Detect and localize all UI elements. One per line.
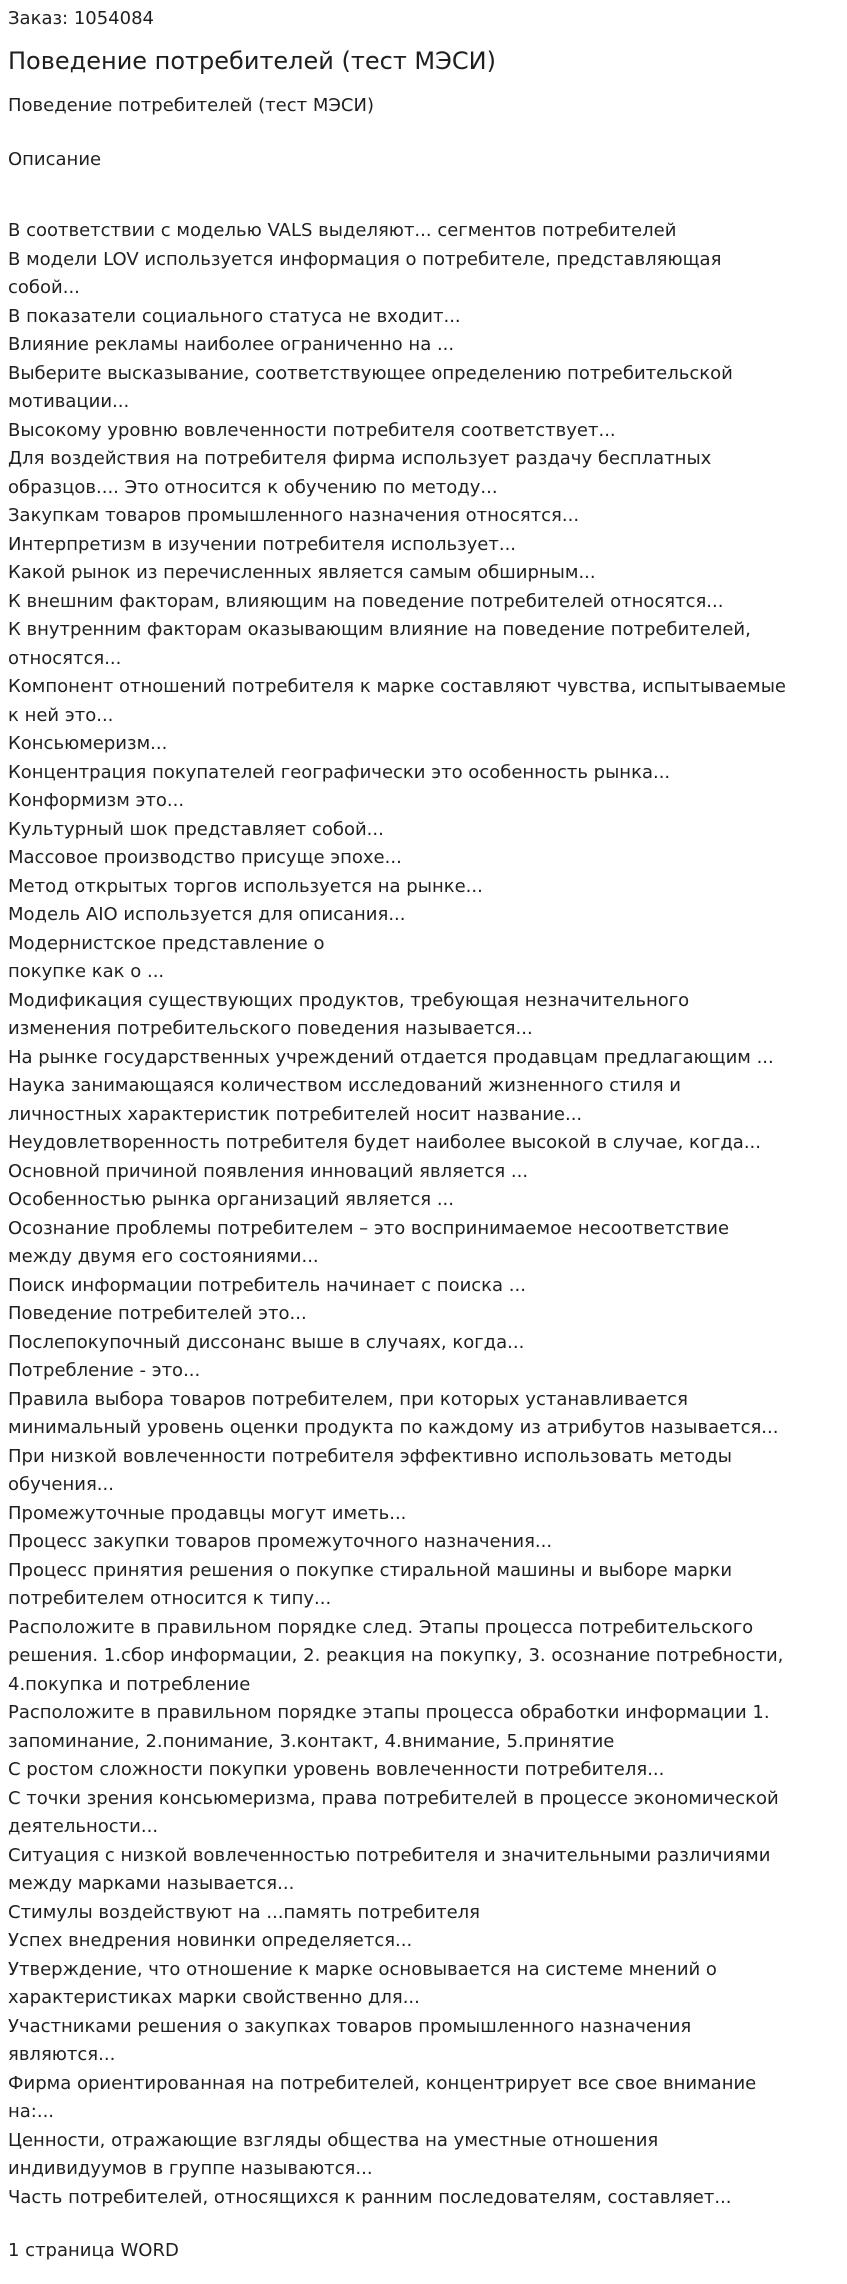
question-item bbox=[8, 873, 840, 902]
question-item bbox=[8, 502, 840, 531]
question-line: Стимулы воздействуют на ...память потребителя bbox=[8, 1901, 480, 1923]
question-line: Послепокупочный диссонанс выше в случаях, когда... bbox=[8, 1331, 525, 1353]
question-line: между марками называется... bbox=[8, 1873, 295, 1894]
question-line: К внешним факторам, влияющим на поведение потребителей относятся... bbox=[8, 590, 724, 612]
question-item bbox=[8, 531, 840, 560]
question-line: Промежуточные продавцы могут иметь... bbox=[8, 1502, 407, 1524]
question-line: Наука занимающаяся количеством исследований жизненного стиля и bbox=[8, 1075, 681, 1096]
question-item bbox=[8, 2013, 840, 2070]
question-line: запоминание, 2.понимание, 3.контакт, 4.внимание, 5.принятие bbox=[8, 1730, 615, 1752]
question-line: К внутренним факторам оказывающим влияние на поведение потребителей, bbox=[8, 619, 751, 640]
question-item bbox=[8, 1699, 840, 1756]
question-item bbox=[8, 1044, 840, 1073]
question-line: Для воздействия на потребителя фирма использует раздачу бесплатных bbox=[8, 448, 712, 469]
question-line: Компонент отношений потребителя к марке составляют чувства, испытываемые bbox=[8, 676, 786, 697]
question-item bbox=[8, 1129, 840, 1158]
question-item bbox=[8, 1500, 840, 1529]
page-subtitle: Поведение потребителей (тест МЭСИ) bbox=[8, 95, 374, 116]
question-item bbox=[8, 730, 840, 759]
question-item bbox=[8, 2127, 840, 2184]
question-line: Модель AIO используется для описания... bbox=[8, 904, 406, 925]
question-item bbox=[8, 1785, 840, 1842]
question-line: Расположите в правильном порядке этапы процесса обработки информации 1. bbox=[8, 1702, 770, 1723]
question-line: Концентрация покупателей географически это особенность рынка... bbox=[8, 761, 671, 783]
question-line: Неудовлетворенность потребителя будет наиболее высокой в случае, когда... bbox=[8, 1132, 762, 1153]
question-line: Конформизм это... bbox=[8, 790, 185, 811]
question-line: С ростом сложности покупки уровень вовлеченности потребителя... bbox=[8, 1759, 665, 1780]
question-item bbox=[8, 1300, 840, 1329]
question-line: обучения... bbox=[8, 1474, 114, 1495]
question-line: Интерпретизм в изучении потребителя использует... bbox=[8, 533, 517, 555]
question-line: относятся... bbox=[8, 647, 122, 669]
question-item bbox=[8, 1899, 840, 1928]
question-line: Расположите в правильном порядке след. Этапы процесса потребительского bbox=[8, 1616, 754, 1638]
question-item bbox=[8, 1186, 840, 1215]
question-line: деятельности... bbox=[8, 1816, 159, 1837]
question-line: Метод открытых торгов используется на рынке... bbox=[8, 875, 483, 897]
question-item bbox=[8, 1158, 840, 1187]
question-line: Успех внедрения новинки определяется... bbox=[8, 1930, 413, 1951]
question-item bbox=[8, 1528, 840, 1557]
question-line: Консьюмеризм... bbox=[8, 733, 168, 754]
question-item bbox=[8, 2184, 840, 2213]
question-line: характеристиках марки свойственно для... bbox=[8, 1987, 420, 2008]
question-item bbox=[8, 759, 840, 788]
question-item bbox=[8, 1557, 840, 1614]
question-line: Поиск информации потребитель начинает с поиска ... bbox=[8, 1274, 526, 1296]
question-line: Выберите высказывание, соответствующее определению потребительской bbox=[8, 362, 733, 384]
question-line: Потребление - это... bbox=[8, 1360, 201, 1381]
question-item bbox=[8, 1072, 840, 1129]
question-line: Участниками решения о закупках товаров промышленного назначения bbox=[8, 2015, 692, 2037]
question-line: Фирма ориентированная на потребителей, концентрирует все свое внимание bbox=[8, 2072, 757, 2094]
question-line: минимальный уровень оценки продукта по каждому из атрибутов называется... bbox=[8, 1417, 779, 1438]
question-line: Основной причиной появления инноваций является ... bbox=[8, 1160, 529, 1182]
question-line: Ситуация с низкой вовлеченностью потребителя и значительными различиями bbox=[8, 1844, 771, 1866]
question-line: изменения потребительского поведения называется... bbox=[8, 1018, 533, 1039]
question-line: Влияние рекламы наиболее ограниченно на ... bbox=[8, 334, 455, 355]
question-item bbox=[8, 1443, 840, 1500]
question-line: потребителем относится к типу... bbox=[8, 1588, 332, 1609]
question-item bbox=[8, 1842, 840, 1899]
page-count-footer: 1 страница WORD bbox=[8, 2240, 179, 2261]
question-item bbox=[8, 1756, 840, 1785]
question-item bbox=[8, 930, 840, 987]
question-line: личностных характеристик потребителей носит название... bbox=[8, 1103, 583, 1125]
question-list bbox=[8, 217, 840, 2212]
page-title: Поведение потребителей (тест МЭСИ) bbox=[8, 47, 496, 75]
question-line: мотивации... bbox=[8, 391, 130, 412]
question-line: являются... bbox=[8, 2044, 116, 2065]
question-line: В соответствии с моделью VALS выделяют... сегментов потребителей bbox=[8, 220, 677, 241]
question-line: Модификация существующих продуктов, требующая незначительного bbox=[8, 989, 690, 1011]
question-item bbox=[8, 1386, 840, 1443]
question-line: В модели LOV используется информация о потребителе, представляющая bbox=[8, 248, 722, 270]
question-item bbox=[8, 787, 840, 816]
question-line: на:... bbox=[8, 2101, 55, 2122]
question-line: Утверждение, что отношение к марке основывается на системе мнений о bbox=[8, 1958, 717, 1980]
question-item bbox=[8, 1927, 840, 1956]
question-line: Культурный шок представляет собой... bbox=[8, 818, 384, 840]
question-line: Поведение потребителей это... bbox=[8, 1303, 307, 1324]
question-item bbox=[8, 559, 840, 588]
question-item bbox=[8, 360, 840, 417]
question-item bbox=[8, 217, 840, 246]
question-line: Модернистское представление о bbox=[8, 932, 325, 954]
question-item bbox=[8, 1215, 840, 1272]
description-label: Описание bbox=[8, 149, 102, 170]
question-line: На рынке государственных учреждений отдается продавцам предлагающим ... bbox=[8, 1046, 774, 1068]
question-line: Высокому уровню вовлеченности потребителя соответствует... bbox=[8, 419, 616, 441]
question-line: собой... bbox=[8, 277, 80, 298]
question-item bbox=[8, 816, 840, 845]
question-item bbox=[8, 673, 840, 730]
question-line: При низкой вовлеченности потребителя эффективно использовать методы bbox=[8, 1445, 733, 1467]
document-page bbox=[0, 6, 840, 2264]
question-line: Ценности, отражающие взгляды общества на уместные отношения bbox=[8, 2129, 659, 2151]
question-item bbox=[8, 1357, 840, 1386]
question-item bbox=[8, 445, 840, 502]
question-line: образцов.... Это относится к обучению по методу... bbox=[8, 476, 498, 498]
question-line: покупке как о ... bbox=[8, 961, 165, 982]
question-item bbox=[8, 987, 840, 1044]
question-line: к ней это... bbox=[8, 704, 114, 726]
question-line: 4.покупка и потребление bbox=[8, 1673, 251, 1695]
question-item bbox=[8, 588, 840, 617]
question-item bbox=[8, 1272, 840, 1301]
question-item bbox=[8, 303, 840, 332]
question-line: решения. 1.сбор информации, 2. реакция на покупку, 3. осознание потребности, bbox=[8, 1645, 784, 1666]
question-item bbox=[8, 417, 840, 446]
question-line: Осознание проблемы потребителем – это воспринимаемое несоответствие bbox=[8, 1217, 730, 1239]
question-line: С точки зрения консьюмеризма, права потребителей в процессе экономической bbox=[8, 1787, 779, 1809]
question-item bbox=[8, 331, 840, 360]
question-line: Процесс закупки товаров промежуточного назначения... bbox=[8, 1531, 553, 1552]
question-item bbox=[8, 1614, 840, 1700]
question-line: Процесс принятия решения о покупке стиральной машины и выборе марки bbox=[8, 1559, 733, 1581]
question-line: Массовое производство присуще эпохе... bbox=[8, 847, 402, 868]
question-item bbox=[8, 844, 840, 873]
question-line: В показатели социального статуса не входит... bbox=[8, 305, 461, 327]
question-line: Какой рынок из перечисленных является самым обширным... bbox=[8, 562, 596, 583]
question-item bbox=[8, 901, 840, 930]
question-line: Правила выбора товаров потребителем, при которых устанавливается bbox=[8, 1388, 688, 1410]
question-item bbox=[8, 2070, 840, 2127]
question-item bbox=[8, 616, 840, 673]
question-item bbox=[8, 246, 840, 303]
question-item bbox=[8, 1329, 840, 1358]
question-line: Особенностью рынка организаций является ... bbox=[8, 1189, 455, 1210]
question-line: между двумя его состояниями... bbox=[8, 1246, 319, 1267]
question-line: индивидуумов в группе называются... bbox=[8, 2158, 373, 2179]
question-item bbox=[8, 1956, 840, 2013]
order-number: Заказ: 1054084 bbox=[8, 8, 154, 29]
question-line: Закупкам товаров промышленного назначения относятся... bbox=[8, 505, 580, 526]
question-line: Часть потребителей, относящихся к ранним последователям, составляет... bbox=[8, 2186, 732, 2208]
